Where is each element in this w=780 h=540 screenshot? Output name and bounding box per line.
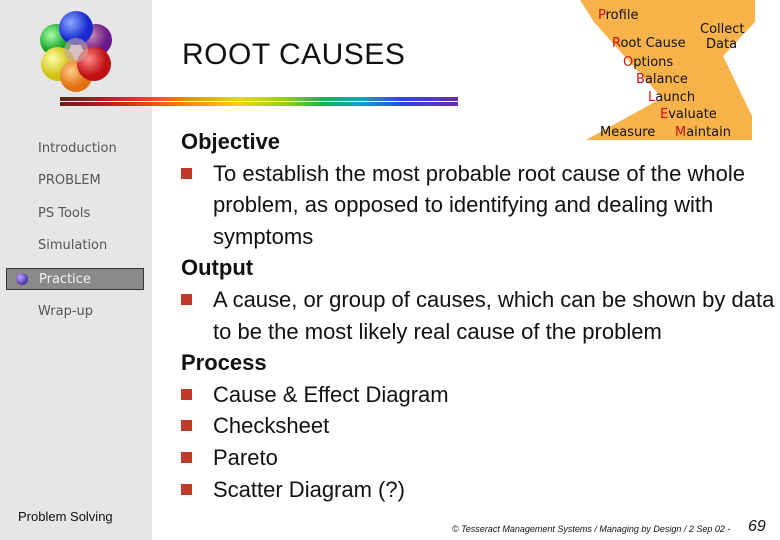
- main-content: [181, 126, 780, 505]
- sidebar-item-problem[interactable]: PROBLEM: [38, 173, 101, 188]
- sidebar-item-introduction[interactable]: Introduction: [38, 141, 117, 156]
- list-item: Scatter Diagram (?): [181, 474, 780, 506]
- list-item: Cause & Effect Diagram: [181, 379, 780, 411]
- bullet-icon: [181, 389, 192, 400]
- bullet-icon: [181, 484, 192, 495]
- bullet-icon: [181, 168, 192, 179]
- sidebar-item-ps-tools[interactable]: PS Tools: [38, 206, 91, 221]
- bullet-icon: [181, 294, 192, 305]
- objective-heading: Objective: [181, 129, 281, 154]
- process-diagram: [580, 0, 780, 142]
- step-collect: Collect: [700, 22, 745, 37]
- step-data: Data: [706, 37, 738, 52]
- sidebar-footer: Problem Solving: [18, 509, 113, 524]
- step-measure: Measure: [600, 125, 656, 140]
- step-profile: Profile: [598, 8, 639, 23]
- copyright-footer: © Tesseract Management Systems / Managing by Design / 2 Sep 02 -: [452, 524, 731, 534]
- step-launch: Launch: [648, 90, 696, 105]
- step-options: Options: [623, 55, 674, 70]
- list-item: Pareto: [181, 442, 780, 474]
- list-item: To establish the most probable root cause of the whole problem, as opposed to identifying and dealing with symptoms: [181, 158, 780, 253]
- sidebar-item-simulation[interactable]: Simulation: [38, 238, 108, 253]
- sidebar-item-practice[interactable]: [6, 268, 144, 290]
- active-bullet-icon: [16, 273, 28, 285]
- step-maintain: Maintain: [675, 125, 731, 140]
- page-number: 69: [748, 518, 766, 535]
- step-root-cause: Root Cause: [612, 36, 686, 51]
- page-title: ROOT CAUSES: [182, 38, 406, 71]
- sidebar-item-label: Practice: [39, 272, 91, 287]
- step-balance: Balance: [636, 72, 688, 87]
- list-item: A cause, or group of causes, which can be shown by data to be the most likely real cause of the problem: [181, 284, 780, 347]
- output-heading: Output: [181, 255, 254, 281]
- sidebar: [0, 0, 152, 540]
- sidebar-item-wrap-up[interactable]: Wrap-up: [38, 304, 94, 319]
- step-evaluate: Evaluate: [660, 107, 717, 122]
- bullet-icon: [181, 420, 192, 431]
- rainbow-divider-line: [60, 101, 458, 102]
- list-item: Checksheet: [181, 410, 780, 442]
- logo-spheres-icon: [30, 4, 120, 94]
- bullet-icon: [181, 452, 192, 463]
- process-heading: Process: [181, 350, 267, 376]
